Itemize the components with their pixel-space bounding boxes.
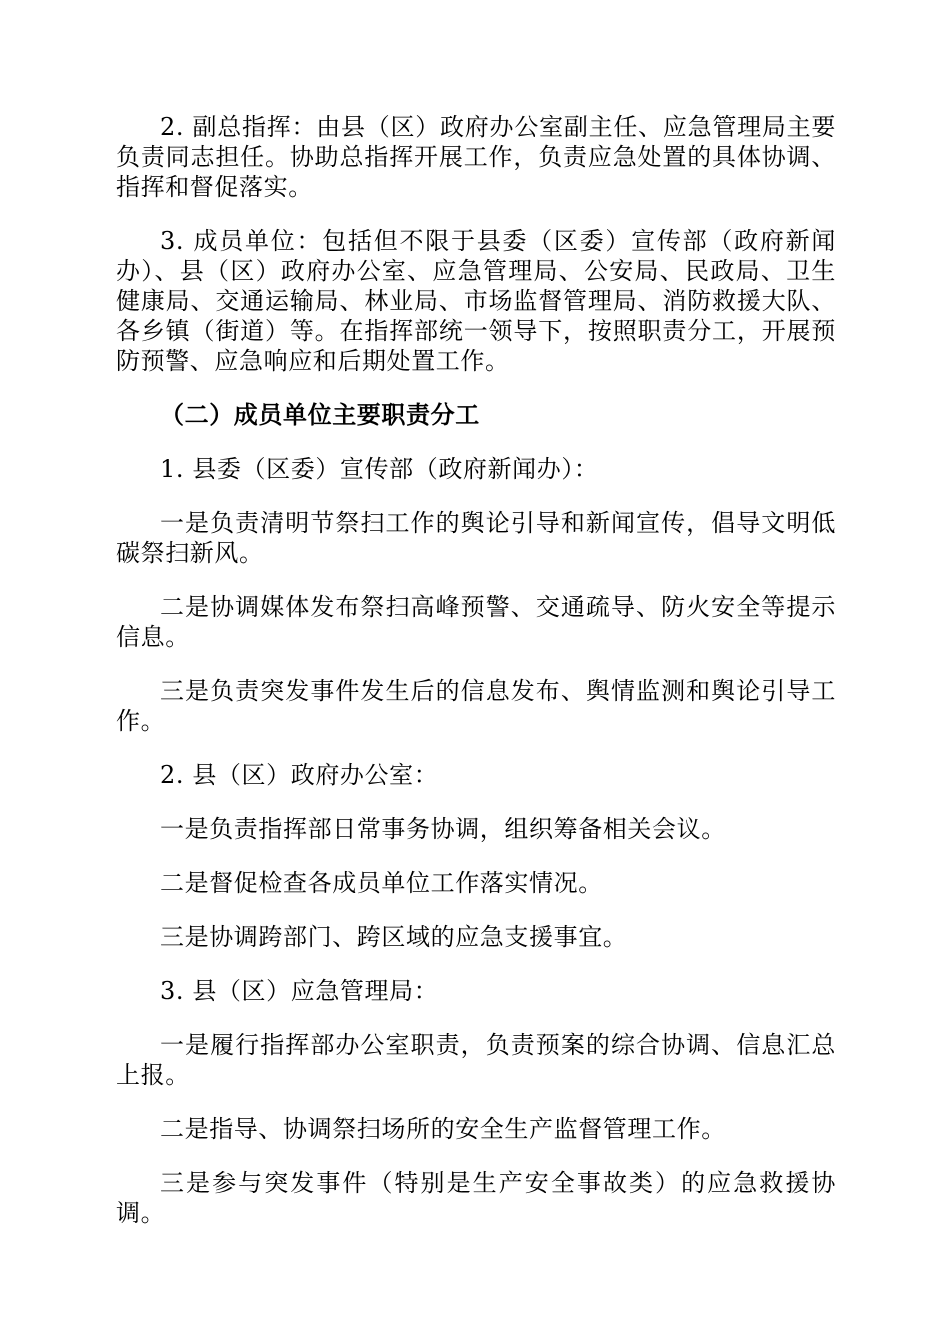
duty-item: 二是督促检查各成员单位工作落实情况。 <box>160 869 603 897</box>
paragraph-member-units: 3. 成员单位：包括但不限于县委（区委）宣传部（政府新闻办）、县（区）政府办公室、应急管理局、公安局、民政局、卫生健康局、交通运输局、林业局、市场监督管理局、消防救援大队、各乡镇（街道）等。在指挥部统一领导下，按照职责分工，开展预防预警、应急响应和后期处置工作。 <box>116 227 836 375</box>
section-heading-duties: （二）成员单位主要职责分工 <box>160 400 480 429</box>
duty-item: 二是协调媒体发布祭扫高峰预警、交通疏导、防火安全等提示信息。 <box>116 593 836 651</box>
duty-item: 三是参与突发事件（特别是生产安全事故类）的应急救援协调。 <box>116 1169 836 1227</box>
duty-item: 三是负责突发事件发生后的信息发布、舆情监测和舆论引导工作。 <box>116 677 836 735</box>
document-page <box>116 112 836 1252</box>
item-heading-emergency-bureau: 3. 县（区）应急管理局： <box>160 977 439 1005</box>
duty-item: 一是负责清明节祭扫工作的舆论引导和新闻宣传，倡导文明低碳祭扫新风。 <box>116 509 836 567</box>
paragraph-deputy-commander: 2. 副总指挥：由县（区）政府办公室副主任、应急管理局主要负责同志担任。协助总指挥开展工作，负责应急处置的具体协调、指挥和督促落实。 <box>116 113 836 201</box>
item-heading-publicity-dept: 1. 县委（区委）宣传部（政府新闻办）： <box>160 455 599 483</box>
duty-item: 一是履行指挥部办公室职责，负责预案的综合协调、信息汇总上报。 <box>116 1031 836 1089</box>
item-heading-government-office: 2. 县（区）政府办公室： <box>160 761 439 789</box>
duty-item: 二是指导、协调祭扫场所的安全生产监督管理工作。 <box>160 1115 726 1143</box>
duty-item: 一是负责指挥部日常事务协调，组织筹备相关会议。 <box>160 815 726 843</box>
duty-item: 三是协调跨部门、跨区域的应急支援事宜。 <box>160 923 628 951</box>
